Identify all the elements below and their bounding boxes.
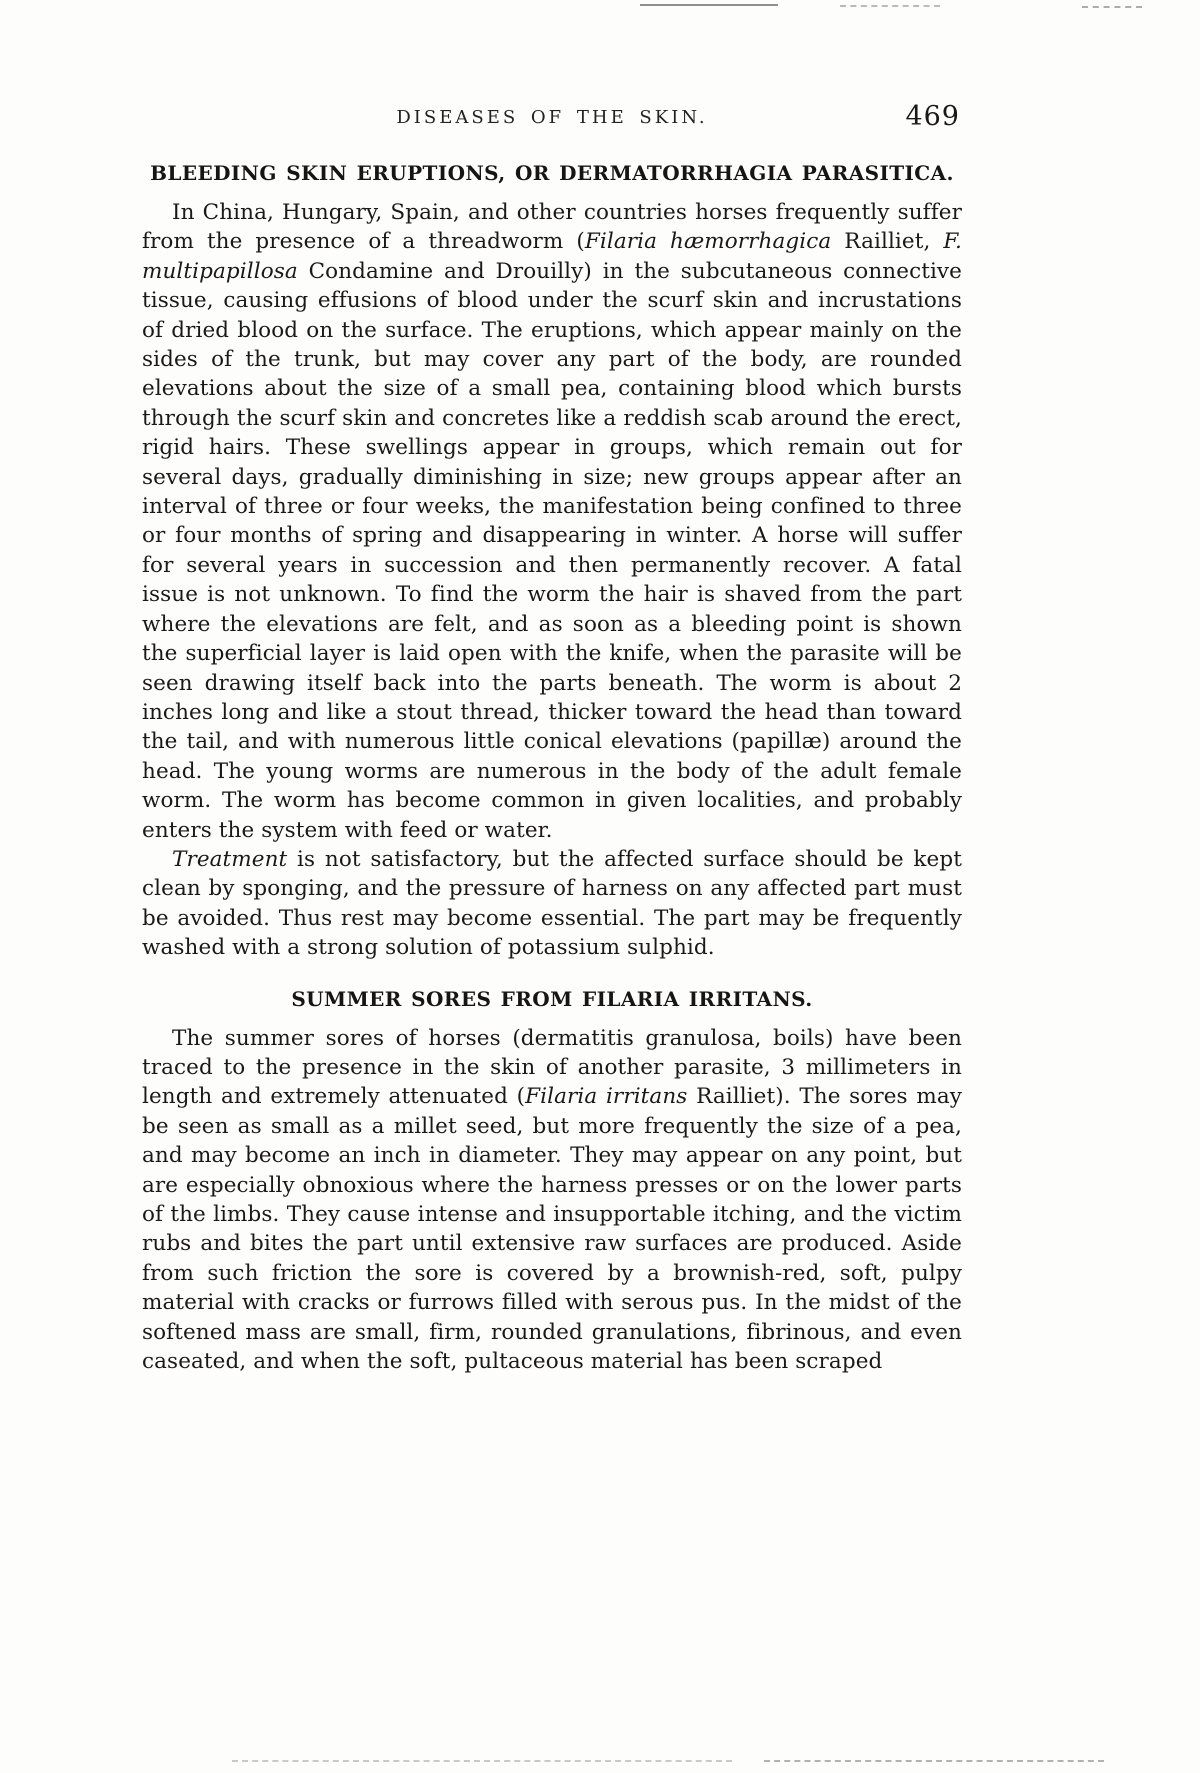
section: [142, 987, 962, 1377]
scan-artifact: [232, 1760, 732, 1762]
text-run: Railliet). The sores may be seen as small as a millet seed, but more frequently the size of a pea, and may become an inch in diameter. They may appear on any point, but are especially obnoxious where the harness presses or on the lower parts of the limbs. They cause intense and insupportable itching, and the victim rubs and bites the part until extensive raw surfaces are produced. Aside from such friction the sore is covered by a brownish-red, soft, pulpy material with cracks or furrows filled with serous pus. In the midst of the softened mass are small, firm, rounded granulations, fibrinous, and even caseated, and when the soft, pultaceous material has been scraped: [142, 1084, 963, 1375]
section: [142, 161, 962, 963]
scan-artifact: [840, 5, 940, 7]
paragraph: [142, 1024, 962, 1377]
scan-artifact: [1082, 6, 1142, 8]
text-run: Condamine and Drouilly) in the subcutaneous connective tissue, causing effusions of blood under the scurf skin and incrustations of dried blood on the surface. The eruptions, which appear mainly on the sides of the trunk, but may cover any part of the body, are rounded elevations about the size of a small pea, containing blood which bursts through the scurf skin and concretes like a reddish scab around the erect, rigid hairs. These swellings appear in groups, which remain out for several days, gradually diminishing in size; new groups appear after an interval of three or four weeks, the manifestation being confined to three or four months of spring and disappearing in winter. A horse will suffer for several years in succession and then permanently recover. A fatal issue is not unknown. To find the worm the hair is shaved from the part where the elevations are felt, and as soon as a bleeding point is shown the superficial layer is laid open with the knife, when the parasite will be seen drawing itself back into the parts beneath. The worm is about 2 inches long and like a stout thread, thicker toward the head than toward the tail, and with numerous little conical elevations (papillæ) around the head. The young worms are numerous in the body of the adult female worm. The worm has become common in given localities, and probably enters the system with feed or water.: [142, 258, 962, 843]
italic-text: Filaria irritans: [525, 1084, 688, 1110]
page-number: 469: [905, 101, 960, 132]
italic-text: Treatment: [172, 846, 288, 872]
sections: [142, 161, 962, 1376]
page-content: [142, 103, 962, 1376]
italic-text: Filaria hæmorrhagica: [584, 229, 832, 255]
section-heading: BLEEDING SKIN ERUPTIONS, OR DERMATORRHAGIA PARASITICA.: [150, 161, 954, 185]
text-run: is not satisfactory, but the affected surface should be kept clean by sponging, and the pressure of harness on any affected part must be avoided. Thus rest may become essential. The part may be frequently washed with a strong solution of potassium sulphid.: [142, 846, 962, 961]
running-header: [142, 103, 962, 139]
scan-artifact: [764, 1760, 1104, 1762]
section-heading: SUMMER SORES FROM FILARIA IRRITANS.: [291, 986, 813, 1011]
paragraph: [142, 198, 962, 845]
text-run: In China, Hungary, Spain, and other countries horses frequently suffer from the presence of a threadworm (: [142, 200, 962, 255]
italic-text: F. multipapillosa: [142, 229, 962, 284]
text-run: The summer sores of horses (dermatitis granulosa, boils) have been traced to the presence in the skin of another parasite, 3 millimeters in length and extremely attenuated (: [142, 1025, 962, 1110]
running-header-title: DISEASES OF THE SKIN.: [396, 107, 708, 128]
scan-artifact: [640, 4, 778, 6]
text-run: Railliet,: [831, 229, 944, 255]
paragraph: [142, 845, 962, 963]
